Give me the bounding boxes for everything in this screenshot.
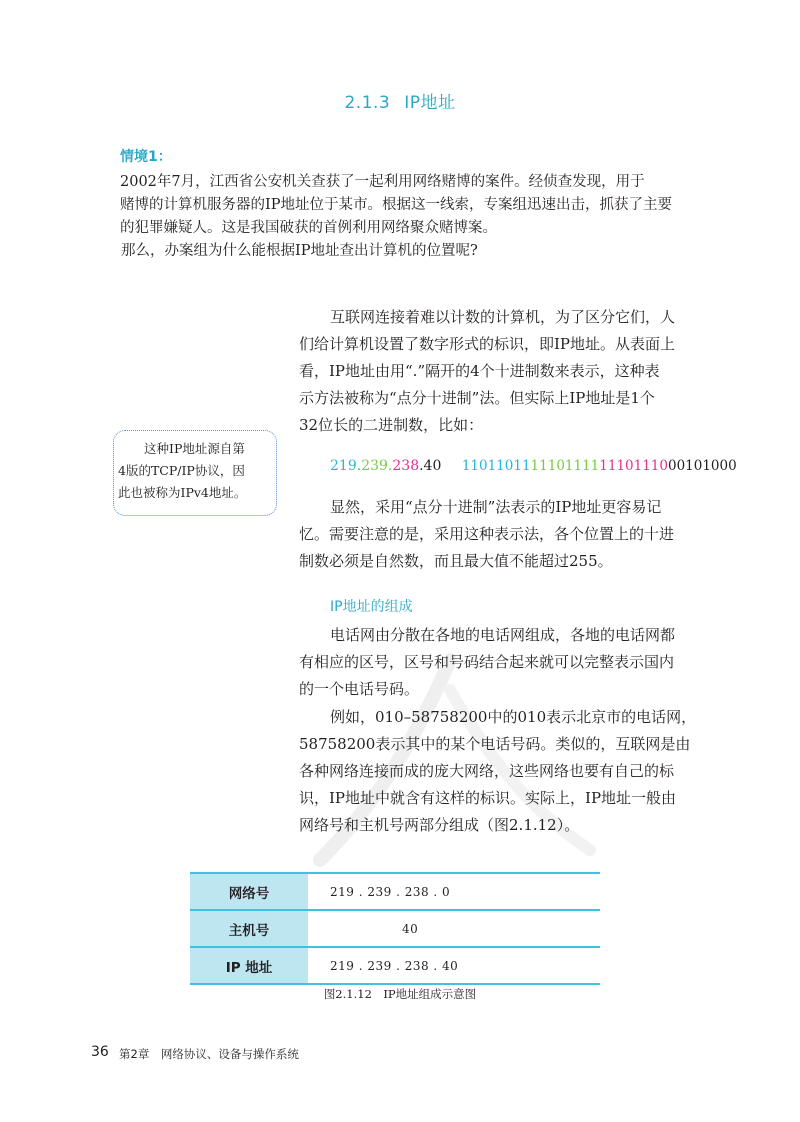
figure-caption: 图2.1.12 IP地址组成示意图 [323, 987, 477, 1001]
scenario-line: 2002年7月，江西省公安机关查获了一起利用网络赌博的案件。经侦查发现，用于 [120, 174, 645, 190]
intro-line: 示方法被称为“点分十进制”法。但实际上IP地址是1个 [299, 389, 655, 407]
example-line: 58758200表示其中的某个电话号码。类似的，互联网是由 [299, 735, 691, 753]
row-label-network: 网络号 [190, 873, 308, 910]
scenario-line: 赌博的计算机服务器的IP地址位于某市。根据这一线索，专案组迅速出击，抓获了主要 [120, 197, 672, 213]
ip-dec-part2: 239 [361, 458, 388, 474]
scenario-question: 那么，办案组为什么能根据IP地址查出计算机的位置呢? [121, 243, 478, 259]
section-number: 2.1.3 [344, 93, 391, 113]
intro-paragraph [299, 304, 699, 439]
ip-dec-part4: .40 [419, 458, 442, 474]
after-paragraph [299, 494, 699, 575]
section-heading [0, 88, 800, 113]
intro-line: 32位长的二进制数，比如： [299, 416, 484, 434]
example-line: 网络号和主机号两部分组成（图2.1.12）。 [299, 816, 580, 834]
table-row [190, 873, 600, 910]
ip-example [330, 458, 737, 474]
note-line: 这种IP地址源自第 [144, 441, 245, 456]
page-number: 36 [91, 1044, 109, 1060]
composition-line: 有相应的区号，区号和号码结合起来就可以完整表示国内 [299, 653, 675, 671]
ip-dot: . [387, 458, 393, 474]
after-line: 显然，采用“点分十进制”法表示的IP地址更容易记 [330, 498, 662, 516]
ip-dec-part3: 238 [392, 458, 420, 474]
composition-paragraph [299, 622, 699, 703]
section-title: IP地址 [404, 93, 456, 113]
row-label-host: 主机号 [190, 910, 308, 947]
ip-dot: . [356, 458, 362, 474]
example-line: 例如，010–58758200中的010表示北京市的电话网， [330, 708, 697, 726]
chapter-footer: 第2章 网络协议、设备与操作系统 [119, 1047, 299, 1061]
scenario-paragraph [120, 171, 694, 263]
note-line: 此也被称为IPv4地址。 [118, 485, 247, 500]
row-value-ip: 219 . 239 . 238 . 40 [308, 947, 600, 984]
ip-dec-part1: 219 [330, 458, 357, 474]
row-label-ip: IP 地址 [190, 947, 308, 984]
intro-line: 看，IP地址由用“.”隔开的4个十进制数来表示，这种表 [299, 362, 660, 380]
scenario-line: 的犯罪嫌疑人。这是我国破获的首例利用网络聚众赌博案。 [120, 220, 497, 236]
ip-bin-part4: 00101000 [667, 458, 737, 474]
intro-line: 互联网连接着难以计数的计算机，为了区分它们，人 [330, 308, 676, 326]
row-value-host: 40 [308, 910, 600, 947]
example-paragraph [299, 704, 699, 839]
margin-note [118, 438, 270, 504]
ip-binary [462, 458, 737, 474]
composition-line: 电话网由分散在各地的电话网组成，各地的电话网都 [330, 626, 676, 644]
table-row [190, 910, 600, 947]
note-line: 4版的TCP/IP协议，因 [118, 463, 245, 478]
example-line: 各种网络连接而成的庞大网络，这些网络也要有自己的标 [299, 762, 675, 780]
intro-line: 们给计算机设置了数字形式的标识，即IP地址。从表面上 [299, 335, 676, 353]
scenario-label: 情境1： [120, 149, 172, 165]
row-value-network: 219 . 239 . 238 . 0 [308, 873, 600, 910]
after-line: 忆。需要注意的是，采用这种表示法，各个位置上的十进 [299, 525, 675, 543]
composition-line: 的一个电话号码。 [299, 680, 420, 698]
table-row [190, 947, 600, 984]
subsection-title: IP地址的组成 [330, 599, 413, 615]
ip-bin-part2: 11101111 [530, 458, 600, 474]
ip-composition-table [190, 872, 600, 985]
ip-bin-part3: 11101110 [599, 458, 668, 474]
example-line: 识，IP地址中就含有这样的标识。实际上，IP地址一般由 [299, 789, 677, 807]
after-line: 制数必须是自然数，而且最大值不能超过255。 [299, 552, 613, 570]
ip-bin-part1: 11011011 [461, 458, 531, 474]
